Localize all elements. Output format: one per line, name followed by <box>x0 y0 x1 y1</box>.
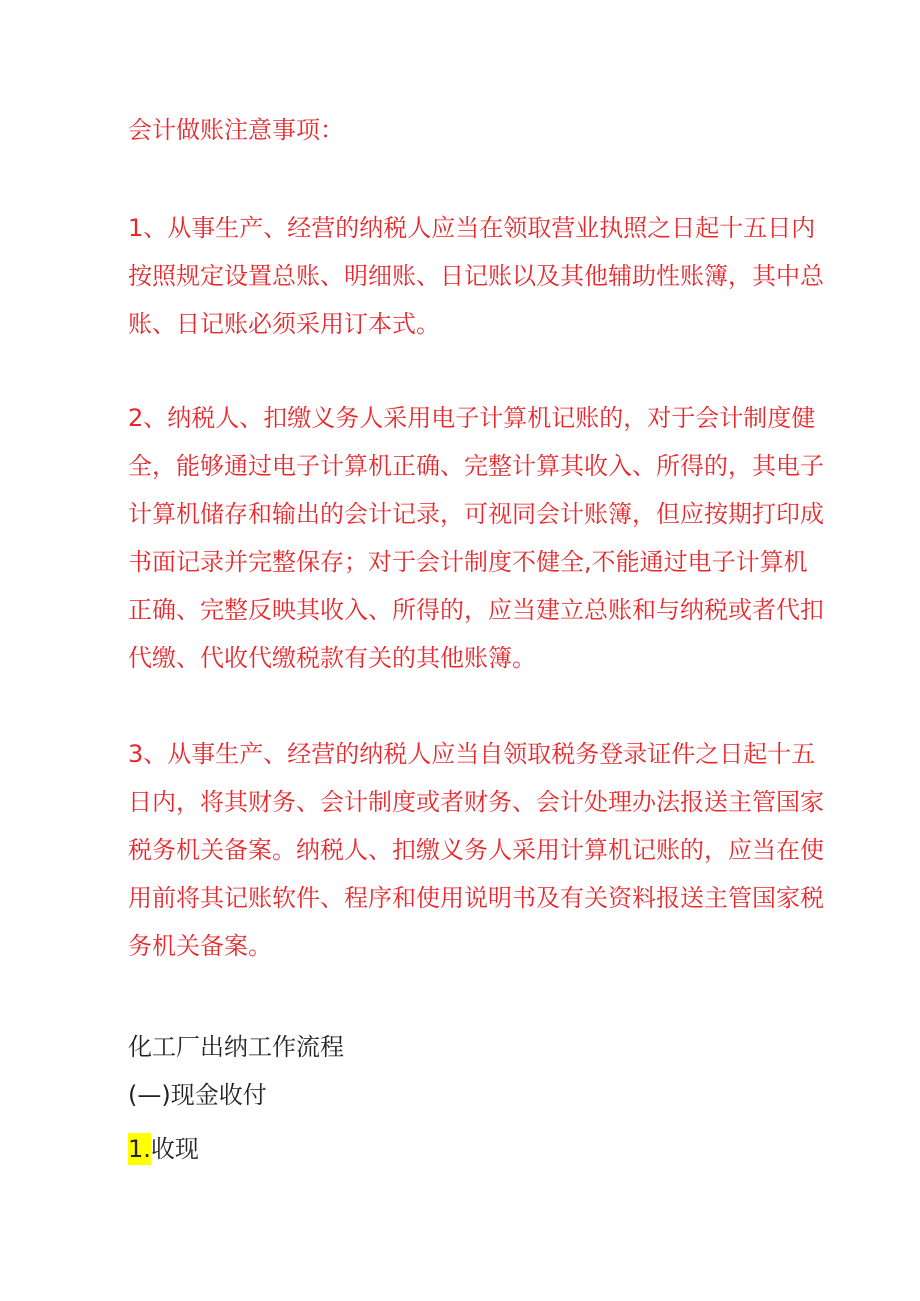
section-item <box>128 1130 199 1168</box>
paragraph-line: 用前将其记账软件、程序和使用说明书及有关资料报送主管国家税 <box>128 884 824 912</box>
item-label: 收现 <box>150 1135 199 1163</box>
paragraph-2 <box>128 394 824 682</box>
paragraph-1 <box>128 204 824 348</box>
paragraph-line: 按照规定设置总账、明细账、日记账以及其他辅助性账簿，其中总 <box>128 262 824 290</box>
paragraph-line: 2、纳税人、扣缴义务人采用电子计算机记账的，对于会计制度健 <box>128 404 816 432</box>
section-subtitle: (—)现金收付 <box>128 1081 267 1109</box>
paragraph-line: 账、日记账必须采用订本式。 <box>128 310 440 338</box>
document-heading: 会计做账注意事项： <box>128 116 344 144</box>
paragraph-line: 3、从事生产、经营的纳税人应当自领取税务登录证件之日起十五 <box>128 740 816 768</box>
highlighted-item-number: 1. <box>128 1135 151 1163</box>
paragraph-line: 税务机关备案。纳税人、扣缴义务人采用计算机记账的，应当在使 <box>128 836 824 864</box>
paragraph-3 <box>128 730 824 970</box>
paragraph-line: 正确、完整反映其收入、所得的，应当建立总账和与纳税或者代扣 <box>128 596 824 624</box>
paragraph-line: 1、从事生产、经营的纳税人应当在领取营业执照之日起十五日内 <box>128 214 816 242</box>
paragraph-line: 全，能够通过电子计算机正确、完整计算其收入、所得的，其电子 <box>128 452 824 480</box>
section-title: 化工厂出纳工作流程 <box>128 1033 344 1061</box>
paragraph-line: 书面记录并完整保存；对于会计制度不健全,不能通过电子计算机 <box>128 548 808 576</box>
paragraph-line: 务机关备案。 <box>128 932 272 960</box>
paragraph-line: 计算机储存和输出的会计记录，可视同会计账簿，但应按期打印成 <box>128 500 824 528</box>
paragraph-line: 日内，将其财务、会计制度或者财务、会计处理办法报送主管国家 <box>128 788 824 816</box>
paragraph-line: 代缴、代收代缴税款有关的其他账簿。 <box>128 644 536 672</box>
